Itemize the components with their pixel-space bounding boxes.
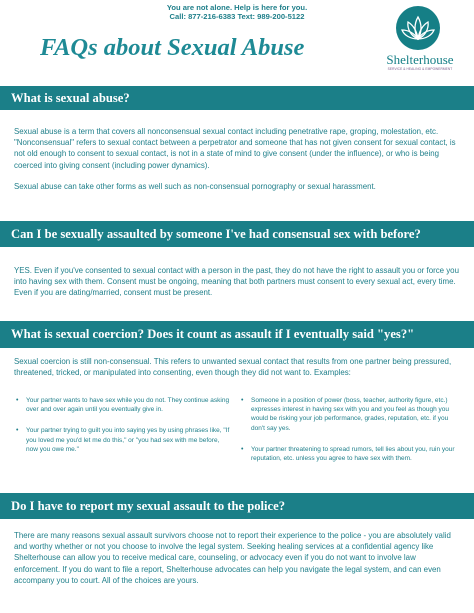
question-bar-3: What is sexual coercion? Does it count as assault if I eventually said "yes?" bbox=[0, 321, 474, 348]
page-title: FAQs about Sexual Abuse bbox=[40, 34, 305, 61]
logo-name: Shelterhouse bbox=[386, 52, 454, 67]
answer-4 bbox=[14, 530, 460, 596]
answer-3 bbox=[14, 356, 460, 388]
question-bar-1: What is sexual abuse? bbox=[0, 86, 474, 110]
shelterhouse-logo bbox=[380, 6, 460, 74]
examples-left-column bbox=[14, 396, 239, 475]
logo-tagline: SERVICE & HEALING & EMPOWERMENT bbox=[387, 67, 453, 71]
example-item: • Your partner threatening to spread rumors, tell lies about you, ruin your reputation, etc. unless you agree to have sex with them. bbox=[239, 445, 456, 463]
question-bar-4: Do I have to report my sexual assault to the police? bbox=[0, 493, 474, 519]
header-line-1: You are not alone. Help is here for you. bbox=[166, 3, 308, 12]
lotus-flower-icon bbox=[396, 6, 440, 50]
example-item: • Someone in a position of power (boss, teacher, authority figure, etc.) expresses interest in having sex with you and you feel as though you would be risking your job performance, grades, reputation, etc. if you don't say yes. bbox=[239, 396, 456, 433]
answer-1-paragraph-1: Sexual abuse is a term that covers all nonconsensual sexual contact including penetrative rape, groping, molestation, etc. "Nonconsensual" refers to sexual contact between a perpetrator and someone that has not given consent for sexual contact, is not old enough to consent to sexual contact, is not in a state of mind to give consent (under the influence), or who is being coerced into giving consent (including power dynamics). bbox=[14, 127, 456, 170]
answer-1 bbox=[14, 126, 460, 202]
answer-2 bbox=[14, 265, 460, 309]
coercion-examples bbox=[14, 396, 464, 475]
header-contact-line: Call: 877-216-6383 Text: 989-200-5122 bbox=[169, 12, 305, 21]
question-bar-2: Can I be sexually assaulted by someone I've had consensual sex with before? bbox=[0, 221, 474, 247]
answer-4-paragraph-1: There are many reasons sexual assault survivors choose not to report their experience to the police - you are absolutely valid and worthy whether or not you choose to involve the legal system. Seeking healing services at a confidential agency like Shelterhouse can allow you to receive medical care, counseling, or advocacy even if you do not want to involve law enforcement. If you do want to file a report, Shelterhouse advocates can help you navigate the legal system, and can even accompany you to court. All of the choices are yours. bbox=[14, 531, 451, 585]
example-item: • Your partner wants to have sex while you do not. They continue asking over and over again until you eventually give in. bbox=[14, 396, 231, 414]
answer-3-paragraph-1: Sexual coercion is still non-consensual. This refers to unwanted sexual contact that results from one partner being pressured, threatened, tricked, or manipulated into consenting, even though they did not want to. Examples: bbox=[14, 357, 452, 378]
example-item: • Your partner trying to guilt you into saying yes by using phrases like, "If you loved me you'd let me do this," or "you had sex with me before, now you owe me." bbox=[14, 426, 231, 454]
answer-1-paragraph-2: Sexual abuse can take other forms as well such as non-consensual pornography or sexual harassment. bbox=[14, 181, 376, 191]
answer-2-paragraph-1: YES. Even if you've consented to sexual contact with a person in the past, they do not have the right to assault you or force you into having sex with them. Consent must be ongoing, meaning that both partners must consent to every sexual act, every time. Even if you are dating/married, consent must be present. bbox=[14, 266, 459, 298]
examples-right-column bbox=[239, 396, 464, 475]
